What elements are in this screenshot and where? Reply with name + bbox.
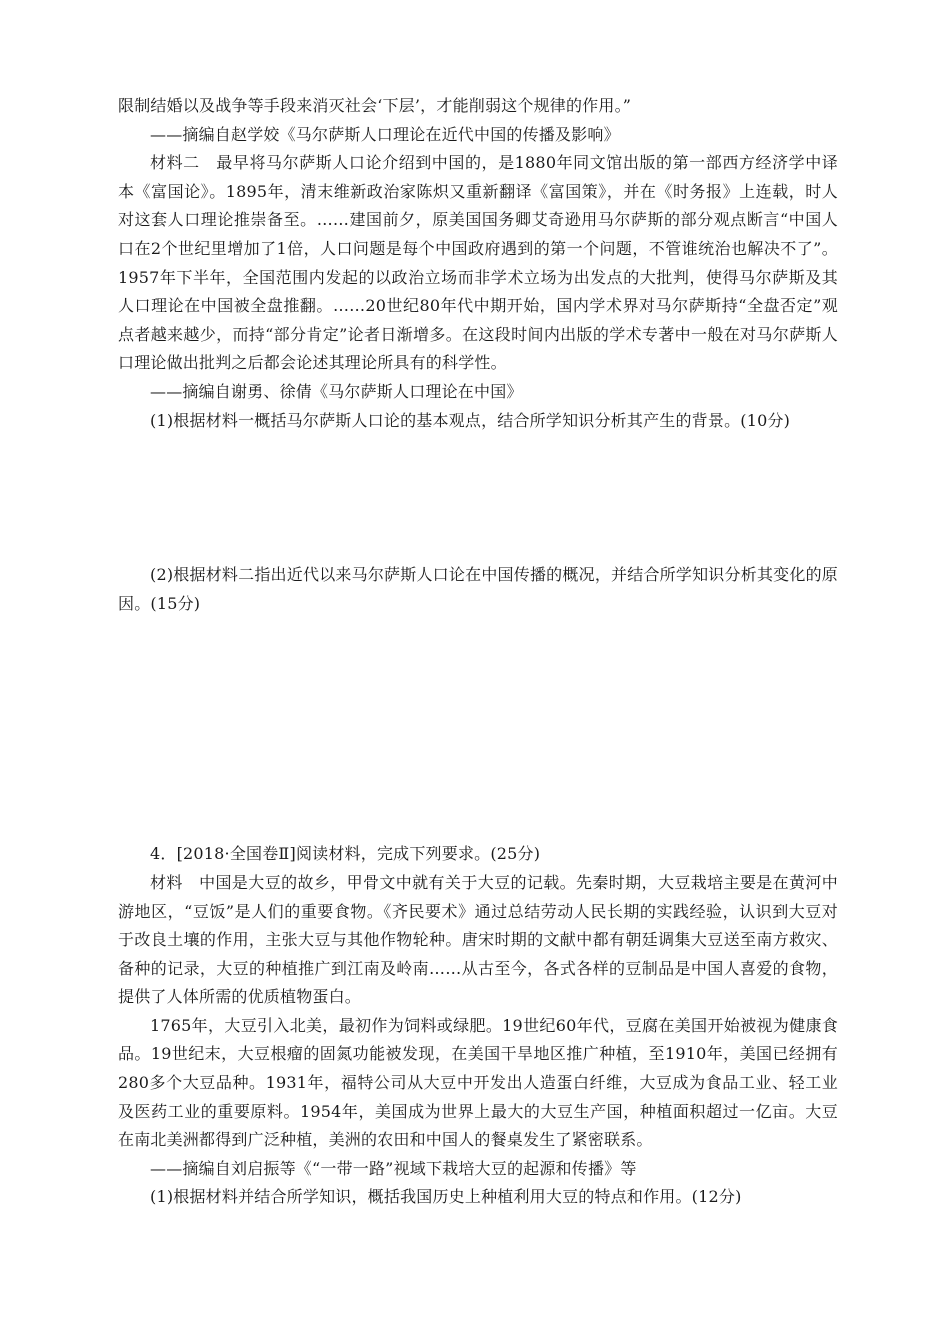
answer-space-3-1 — [118, 435, 838, 561]
material2-source: ——摘编自谢勇、徐倩《马尔萨斯人口理论在中国》 — [150, 381, 523, 401]
question-4-1: (1)根据材料并结合所学知识，概括我国历史上种植利用大豆的特点和作用。(12分) — [150, 1187, 742, 1207]
question-4-source: ——摘编自刘启振等《“一带一路”视域下栽培大豆的起源和传播》等 — [150, 1158, 637, 1178]
question-4-material-paragraph-1: 材料 中国是大豆的故乡，甲骨文中就有关于大豆的记载。先秦时期，大豆栽培主要是在黄河中游地区，“豆饭”是人们的重要食物。《齐民要术》通过总结劳动人民长期的实践经验，认识到大豆对于改良土壤的作用，主张大豆与其他作物轮种。唐宋时期的文献中都有朝廷调集大豆送至南方救灾、备种的记录，大豆的种植推广到江南及岭南……从古至今，各式各样的豆制品是中国人喜爱的食物，提供了人体所需的优质植物蛋白。 — [118, 872, 838, 1007]
document-page — [118, 92, 838, 1212]
material2-paragraph: 材料二 最早将马尔萨斯人口论介绍到中国的，是1880年同文馆出版的第一部西方经济学中译本《富国论》。1895年，清末维新政治家陈炽又重新翻译《富国策》，并在《时务报》上连载，时人对这套人口理论推崇备至。……建国前夕，原美国国务卿艾奇逊用马尔萨斯的部分观点断言“中国人口在2个世纪里增加了1倍，人口问题是每个中国政府遇到的第一个问题，不管谁统治也解决不了”。1957年下半年，全国范围内发起的以政治立场而非学术立场为出发点的大批判，使得马尔萨斯及其人口理论在中国被全盘推翻。……20世纪80年代中期开始，国内学术界对马尔萨斯持“全盘否定”观点者越来越少，而持“部分肯定”论者日渐增多。在这段时间内出版的学术专著中一般在对马尔萨斯人口理论做出批判之后都会论述其理论所具有的科学性。 — [118, 153, 838, 373]
question-3-2: (2)根据材料二指出近代以来马尔萨斯人口论在中国传播的概况，并结合所学知识分析其变化的原因。(15分) — [118, 565, 838, 613]
question-3-1: (1)根据材料一概括马尔萨斯人口论的基本观点，结合所学知识分析其产生的背景。(10分) — [150, 410, 791, 430]
question-4-material-paragraph-2: 1765年，大豆引入北美，最初作为饲料或绿肥。19世纪60年代，豆腐在美国开始被视为健康食品。19世纪末，大豆根瘤的固氮功能被发现，在美国干旱地区推广种植，至1910年，美国已经拥有280多个大豆品种。1931年，福特公司从大豆中开发出人造蛋白纤维，大豆成为食品工业、轻工业及医药工业的重要原料。1954年，美国成为世界上最大的大豆生产国，种植面积超过一亿亩。大豆在南北美洲都得到广泛种植，美洲的农田和中国人的餐桌发生了紧密联系。 — [118, 1015, 838, 1150]
question-4-heading: 4．[2018·全国卷Ⅱ]阅读材料，完成下列要求。(25分) — [150, 844, 541, 864]
material1-source: ——摘编自赵学姣《马尔萨斯人口理论在近代中国的传播及影响》 — [150, 124, 620, 144]
answer-space-3-2 — [118, 618, 838, 840]
continued-material-text: 限制结婚以及战争等手段来消灭社会‘下层’，才能削弱这个规律的作用。” — [118, 96, 632, 115]
